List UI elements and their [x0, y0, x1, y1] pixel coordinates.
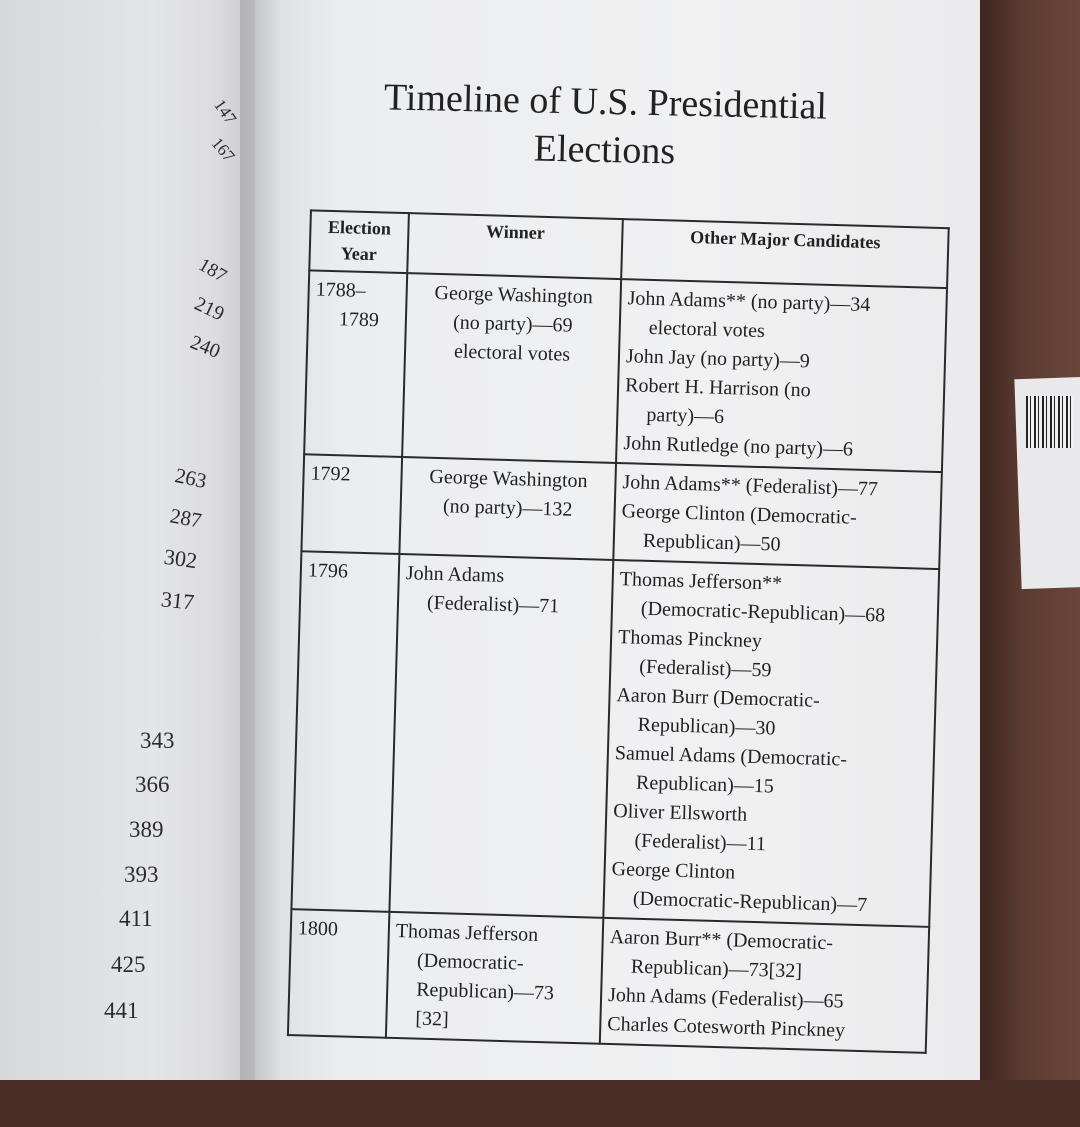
winner-cell: George Washington (no party)—132	[399, 457, 616, 560]
left-page-number: 287	[168, 503, 204, 533]
winner-cell: George Washington (no party)—69 electoral votes	[402, 273, 621, 463]
table-row	[301, 454, 941, 569]
other-candidates-cell: John Adams** (no party)—34 electoral votes John Jay (no party)—9 Robert H. Harrison (no party)—6 John Rutledge (no party)—6	[616, 279, 947, 472]
left-page-number: 389	[129, 817, 164, 842]
winner-cell: Thomas Jefferson (Democratic- Republican)—73 [32]	[386, 912, 603, 1044]
header-other-candidates: Other Major Candidates	[621, 219, 949, 288]
left-page-number: 366	[135, 772, 170, 797]
left-page-number: 441	[104, 998, 139, 1023]
left-page-number: 240	[187, 331, 224, 363]
other-candidates-cell: John Adams** (Federalist)—77 George Clinton (Democratic- Republican)—50	[613, 463, 942, 569]
left-page-number: 317	[159, 586, 196, 615]
year-cell: 1792	[301, 454, 402, 554]
year-cell: 1788– 1789	[304, 270, 407, 457]
table-row	[288, 909, 929, 1053]
elections-table-wrapper	[237, 208, 952, 1127]
winner-cell: John Adams (Federalist)—71	[389, 554, 613, 918]
left-page-number: 167	[207, 133, 239, 166]
left-page-number: 393	[124, 862, 159, 887]
header-winner: Winner	[407, 213, 623, 279]
left-page-number: 147	[210, 95, 241, 128]
left-page-number: 425	[111, 952, 146, 977]
header-election-year: Election Year	[309, 210, 409, 273]
other-candidates-cell: Aaron Burr** (Democratic- Republican)—73[32] John Adams (Federalist)—65 Charles Cotesworth Pinckney	[600, 918, 929, 1053]
left-page-number: 219	[190, 292, 228, 326]
year-cell: 1800	[288, 909, 389, 1038]
left-page-number: 343	[140, 728, 175, 753]
page-title	[299, 72, 911, 181]
page-title-line: Timeline of U.S. Presidential	[383, 76, 828, 128]
left-page-number: 411	[119, 906, 153, 931]
page-title-line: Elections	[533, 127, 676, 173]
year-cell: 1796	[291, 551, 399, 912]
barcode-icon	[1026, 396, 1074, 448]
table-row	[304, 270, 947, 472]
left-page-number: 302	[162, 543, 199, 574]
table-row	[291, 551, 939, 927]
elections-table	[287, 209, 950, 1054]
other-candidates-cell: Thomas Jefferson** (Democratic-Republican)—68 Thomas Pinckney (Federalist)—59 Aaron Burr (Democratic- Republican)—30 Samuel Adams (Democratic- Republican)—15 Oliver Ellsworth (Federalist)—11 George Clinton (Democratic-Republican)—7	[603, 560, 939, 927]
left-page-number: 263	[172, 462, 209, 494]
left-page-number: 187	[194, 254, 231, 287]
